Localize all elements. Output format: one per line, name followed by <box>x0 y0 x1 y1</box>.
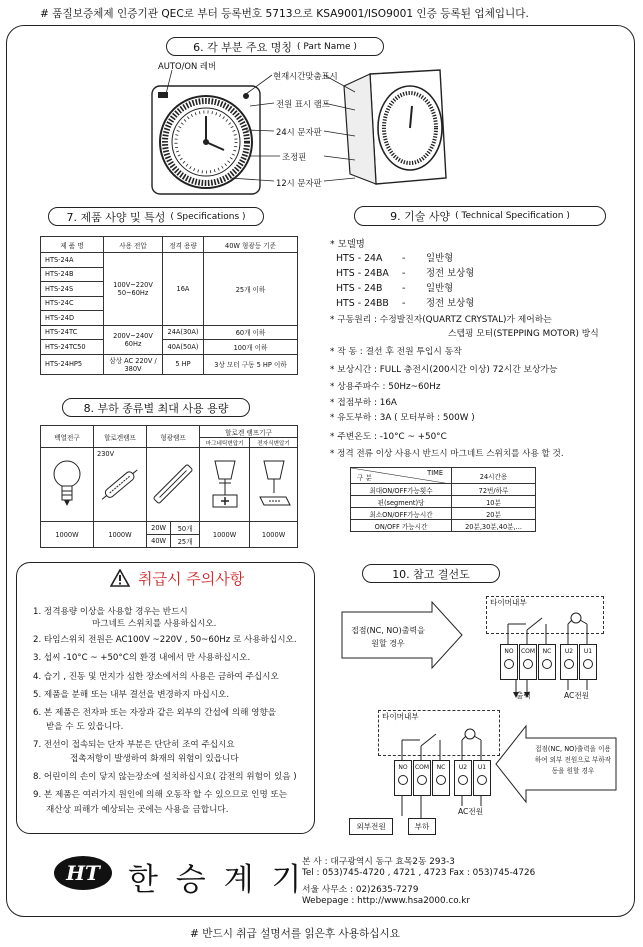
wiring-terminal-label: U2 <box>564 648 574 655</box>
tech-ambient: * 주변온도 : -10°C ~ +50°C <box>330 432 447 442</box>
tech-model-name: HTS - 24BA <box>336 268 389 279</box>
tech-model-row <box>336 250 453 264</box>
wiring-terminal-label: COM <box>520 648 536 655</box>
company-logo <box>54 856 112 890</box>
part-name-title-text: 6. 각 부분 주요 명칭 <box>193 40 292 54</box>
tech-table-category: 구 분 <box>357 474 372 482</box>
caution-item: 8. 어린이의 손이 닿지 않는장소에 설치하십시요( 감전의 위험이 있음 ) <box>33 772 297 782</box>
label-12h-dial: 12시 문자판 <box>276 178 322 188</box>
tech-table-head <box>351 468 452 484</box>
spec-model: HTS-24HP5 <box>41 354 104 374</box>
spec-capacity-hp5: 5 HP <box>163 354 204 374</box>
spec-model: HTS-24S <box>41 282 104 297</box>
spec-th-standard: 40W 형광등 기준 <box>204 237 298 253</box>
tech-title <box>354 206 606 226</box>
caution-title-row <box>110 567 244 589</box>
wiring-ac-label-2: AC전원 <box>458 807 484 816</box>
load-img-fluorescent <box>147 448 200 522</box>
wiring-inner-2-label: 타이머내부 <box>382 712 419 721</box>
wiring-terminal-label: NO <box>398 764 408 771</box>
tech-table-value: 20분,30분,40분,... <box>452 520 536 532</box>
wiring-inner-1-label: 타이머내부 <box>490 598 527 607</box>
load-fluor-count: 50개 <box>171 522 200 535</box>
spec-standard-1: 25개 이하 <box>204 253 298 326</box>
tech-table-value: 20분 <box>452 508 536 520</box>
spec-th-model: 제 품 명 <box>41 237 104 253</box>
wiring-load: 부하 <box>408 818 436 835</box>
tech-model-dash: - <box>402 283 406 294</box>
wiring-terminal-label: NO <box>504 648 514 655</box>
load-title-text: 8. 부하 종류별 최대 사용 용량 <box>83 401 229 415</box>
spec-voltage-1: 100V~220V 50~60Hz <box>104 253 163 326</box>
tech-action: * 작 동 : 결선 후 전원 투입시 동작 <box>330 347 462 357</box>
company-name: 한 승 계 기 <box>128 862 306 898</box>
tech-model-dash: - <box>402 253 406 264</box>
load-title <box>62 398 250 417</box>
load-fluor-count: 25개 <box>171 535 200 548</box>
spec-title-en: ( Specifications ) <box>170 211 246 222</box>
caution-item: 재산상 피해가 예상되는 곳에는 사용을 금합니다. <box>46 805 229 815</box>
spec-voltage-hp5: 삼상 AC 220V / 380V <box>104 354 163 374</box>
tech-contact-load: * 접점부하 : 16A <box>330 398 397 408</box>
wiring-case-2: 접점(NC, NO)출력을 이용하여 외부 전원으로 부하작동을 원할 경우 <box>534 745 612 775</box>
spec-standard-tc50: 100개 이하 <box>204 340 298 355</box>
tech-model-name: HTS - 24A <box>336 253 383 264</box>
load-img-electronic <box>250 448 298 522</box>
tech-note: * 정격 전류 이상 사용시 반드시 마그네트 스위치를 사용 할 것. <box>330 449 564 459</box>
spec-model: HTS-24A <box>41 253 104 268</box>
wiring-terminal-label: U2 <box>458 764 468 771</box>
wiring-terminal-label: U1 <box>583 648 593 655</box>
wiring-title <box>362 564 500 583</box>
wiring-terminal-label: U1 <box>477 764 487 771</box>
spec-table <box>40 236 298 375</box>
tech-table-label: 핀(segment)당 <box>351 496 452 508</box>
label-24h-dial: 24시 문자판 <box>276 127 322 137</box>
load-th-halogen-fixture: 할로겐 램프기구 <box>200 426 298 438</box>
load-th-halogen: 할로겐램프 <box>94 426 147 448</box>
load-img-incandescent <box>41 448 94 522</box>
spec-title-text: 7. 제품 사양 및 특성 <box>66 210 166 224</box>
tech-table-label: ON/OFF 가능시간 <box>351 520 452 532</box>
tech-time-table <box>350 467 536 532</box>
caution-item: 5. 제품을 분해 또는 내부 결선을 변경하지 마십시오. <box>33 690 230 700</box>
caution-item: 3. 섭씨 -10°C ~ +50°C의 환경 내에서 만 사용하십시오. <box>33 653 251 663</box>
wiring-title-text: 10. 참고 결선도 <box>392 567 470 581</box>
tech-drive-1: * 구동원리 : 수정발진자(QUARTZ CRYSTAL)가 제어하는 <box>330 315 552 325</box>
load-th-incandescent: 백열전구 <box>41 426 94 448</box>
caution-item: 6. 본 제품은 전자파 또는 자장과 같은 외부의 간섭에 의해 영향을 <box>33 708 277 718</box>
caution-item: 접촉저항이 발생하여 화재의 위험이 있읍니다 <box>70 754 239 764</box>
label-auto-on-lever: AUTO/ON 레버 <box>158 61 217 71</box>
tech-title-text: 9. 기술 사양 <box>390 210 451 223</box>
tech-model-dash: - <box>402 268 406 279</box>
company-hq: 본 사 : 대구광역시 동구 효목2동 293-3 <box>302 857 455 867</box>
spec-model: HTS-24C <box>41 296 104 311</box>
wiring-ac-label-1: AC전원 <box>564 691 590 700</box>
wiring-terminal-label: NC <box>542 648 552 655</box>
tech-backup: * 보상시간 : FULL 충전시(200시간 이상) 72시간 보상가능 <box>330 365 558 375</box>
tech-model-header: * 모델명 <box>330 239 365 250</box>
warning-icon <box>110 569 130 587</box>
tech-frequency: * 상용주파수 : 50Hz~60Hz <box>330 382 441 392</box>
spec-th-capacity: 정격 용량 <box>163 237 204 253</box>
wiring-ext-power: 외부전원 <box>349 818 393 835</box>
caution-item: 받을 수 도 있읍니다. <box>46 722 124 732</box>
wiring-lines-1 <box>486 600 606 700</box>
load-value-electronic: 1000W <box>250 522 298 548</box>
tech-table-value: 10분 <box>452 496 536 508</box>
tech-model-type: 정전 보상형 <box>426 298 475 309</box>
header-note: # 품질보증체제 인증기관 QEC로 부터 등록번호 5713으로 KSA9001/ISO9001 인증 등록된 업체입니다. <box>40 8 529 20</box>
halogen-voltage: 230V <box>97 450 115 458</box>
wiring-terminal-label: COM <box>414 764 430 771</box>
tech-model-type: 일반형 <box>426 283 454 294</box>
spec-model: HTS-24D <box>41 311 104 326</box>
caution-item: 마그네트 스위치를 사용하십시오. <box>92 619 217 629</box>
tech-drive-2: 스텝핑 모터(STEPPING MOTOR) 방식 <box>448 329 599 339</box>
load-th-electronic: 전자식변압기 <box>250 438 298 448</box>
spec-standard-tc: 60개 이하 <box>204 325 298 340</box>
caution-item: 9. 본 제품은 여러가지 원인에 의해 오동작 할 수 있으므로 인명 또는 <box>33 790 288 800</box>
spec-capacity-tc50: 40A(50A) <box>163 340 204 355</box>
caution-item: 1. 정격용량 이상을 사용할 경우는 반드시 <box>33 607 188 617</box>
load-th-fluorescent: 형광램프 <box>147 426 200 448</box>
part-name-title <box>166 37 384 56</box>
company-tel: Tel : 053)745-4720 , 4721 , 4723 Fax : 053)745-4726 <box>302 868 536 878</box>
tech-model-name: HTS - 24B <box>336 283 383 294</box>
tech-model-row <box>336 280 453 294</box>
footer-note: # 반드시 취급 설명서를 읽은후 사용하십시요 <box>190 928 400 940</box>
caution-item: 7. 전선이 접속되는 단자 부분은 단단히 조여 주십시요 <box>33 740 235 750</box>
load-value-halogen: 1000W <box>94 522 147 548</box>
load-img-magnetic <box>200 448 250 522</box>
tech-inductive-load: * 유도부하 : 3A ( 모터부하 : 500W ) <box>330 413 475 423</box>
spec-voltage-2: 200V~240V 60Hz <box>104 325 163 354</box>
part-name-title-en: ( Part Name ) <box>296 41 357 52</box>
tech-model-row <box>336 265 474 279</box>
spec-standard-hp5: 3상 모터 구동 5 HP 이하 <box>204 354 298 374</box>
company-web: Webepage : http://www.hsa2000.co.kr <box>302 896 470 906</box>
label-current-time-mark: 현재시간맞춤표시 <box>273 71 338 81</box>
company-logo-text: HT <box>66 861 100 885</box>
spec-title <box>48 207 264 226</box>
wiring-case-1: 접점(NC, NO)출력을 원할 경우 <box>351 626 425 648</box>
tech-table-label: 최대ON/OFF가능횟수 <box>351 484 452 496</box>
tech-title-en: ( Technical Specification ) <box>455 211 570 221</box>
spec-capacity-1: 16A <box>163 253 204 326</box>
spec-model: HTS-24TC50 <box>41 340 104 355</box>
caution-title: 취급시 주의사항 <box>138 569 245 588</box>
spec-model: HTS-24TC <box>41 325 104 340</box>
spec-capacity-tc: 24A(30A) <box>163 325 204 340</box>
tech-model-name: HTS - 24BB <box>336 298 389 309</box>
caution-item: 4. 습기 , 진동 및 먼지가 심한 장소에서의 사용은 금하여 주십시오 <box>33 672 279 682</box>
load-img-halogen <box>94 448 147 522</box>
part-leader-lines <box>150 60 370 200</box>
caution-item: 2. 타임스위치 전원은 AC100V ~220V , 50~60Hz 로 사용하십시오. <box>33 635 297 645</box>
spec-model: HTS-24B <box>41 267 104 282</box>
tech-model-type: 정전 보상형 <box>426 268 475 279</box>
wiring-terminal-label: NC <box>436 764 446 771</box>
load-fluor-watt: 40W <box>147 535 171 548</box>
load-th-magnetic: 마그네틱변압기 <box>200 438 250 448</box>
tech-table-value: 72번/하루 <box>452 484 536 496</box>
tech-table-time: TIME <box>427 469 443 477</box>
label-adjust-pin: 조정핀 <box>282 152 307 162</box>
tech-model-row <box>336 295 474 309</box>
load-value-incandescent: 1000W <box>41 522 94 548</box>
load-fluor-watt: 20W <box>147 522 171 535</box>
company-seoul: 서울 사무소 : 02)2635-7279 <box>302 885 419 895</box>
tech-model-dash: - <box>402 298 406 309</box>
label-power-lamp: 전원 표시 램프 <box>276 99 330 109</box>
tech-model-type: 일반형 <box>426 253 454 264</box>
wiring-output-label: 출력 <box>516 691 531 700</box>
load-value-magnetic: 1000W <box>200 522 250 548</box>
tech-table-24h: 24시간용 <box>452 468 536 484</box>
spec-th-voltage: 사용 전압 <box>104 237 163 253</box>
load-table <box>40 425 298 548</box>
tech-table-label: 최소ON/OFF가능시간 <box>351 508 452 520</box>
